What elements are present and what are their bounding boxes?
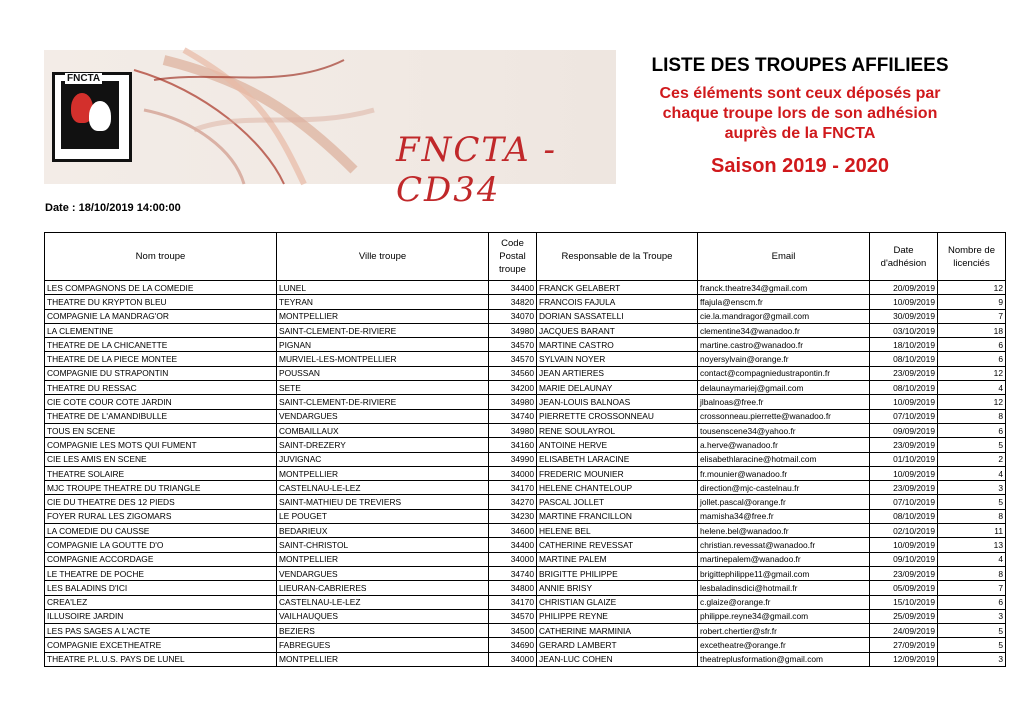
cell-nom-troupe: LES COMPAGNONS DE LA COMEDIE [45,281,277,295]
cell-code-postal: 34570 [489,352,537,366]
cell-nom-troupe: MJC TROUPE THEATRE DU TRIANGLE [45,481,277,495]
cell-date-adhesion: 30/09/2019 [870,309,938,323]
cell-responsable: JEAN-LOUIS BALNOAS [537,395,698,409]
cell-email: contact@compagniedustrapontin.fr [698,366,870,380]
table-row [45,581,1006,595]
cell-date-adhesion: 24/09/2019 [870,624,938,638]
table-row [45,423,1006,437]
cell-nombre-licencies: 4 [938,381,1006,395]
cell-ville-troupe: SAINT-MATHIEU DE TREVIERS [277,495,489,509]
table-row [45,638,1006,652]
cell-responsable: SYLVAIN NOYER [537,352,698,366]
table-row [45,609,1006,623]
cell-responsable: FRANCK GELABERT [537,281,698,295]
cell-code-postal: 34170 [489,595,537,609]
cell-code-postal: 34740 [489,409,537,423]
cell-date-adhesion: 27/09/2019 [870,638,938,652]
cell-responsable: HELENE CHANTELOUP [537,481,698,495]
cell-nom-troupe: THEATRE DE LA CHICANETTE [45,338,277,352]
cell-ville-troupe: VENDARGUES [277,566,489,580]
cell-nombre-licencies: 5 [938,638,1006,652]
cell-email: c.glaize@orange.fr [698,595,870,609]
cell-responsable: CATHERINE REVESSAT [537,538,698,552]
cell-nom-troupe: LA COMEDIE DU CAUSSE [45,524,277,538]
cell-ville-troupe: MURVIEL-LES-MONTPELLIER [277,352,489,366]
cell-nom-troupe: LA CLEMENTINE [45,323,277,337]
cell-nom-troupe: COMPAGNIE LA MANDRAG'OR [45,309,277,323]
cell-nom-troupe: LES PAS SAGES A L'ACTE [45,624,277,638]
cell-responsable: FRANCOIS FAJULA [537,295,698,309]
cell-date-adhesion: 09/09/2019 [870,423,938,437]
table-row [45,466,1006,480]
banner-caption: FNCTA - CD34 [396,130,558,210]
cell-nombre-licencies: 7 [938,581,1006,595]
cell-nom-troupe: LE THEATRE DE POCHE [45,566,277,580]
cell-code-postal: 34230 [489,509,537,523]
cell-date-adhesion: 02/10/2019 [870,524,938,538]
cell-date-adhesion: 01/10/2019 [870,452,938,466]
cell-responsable: CATHERINE MARMINIA [537,624,698,638]
cell-email: philippe.reyne34@gmail.com [698,609,870,623]
cell-nom-troupe: CIE LES AMIS EN SCENE [45,452,277,466]
cell-date-adhesion: 15/10/2019 [870,595,938,609]
cell-responsable: JEAN-LUC COHEN [537,652,698,666]
cell-date-adhesion: 23/09/2019 [870,566,938,580]
cell-email: helene.bel@wanadoo.fr [698,524,870,538]
cell-code-postal: 34690 [489,638,537,652]
cell-date-adhesion: 10/09/2019 [870,466,938,480]
cell-date-adhesion: 10/09/2019 [870,295,938,309]
table-row [45,566,1006,580]
troupes-table [44,232,1006,667]
cell-responsable: ELISABETH LARACINE [537,452,698,466]
cell-responsable: RENE SOULAYROL [537,423,698,437]
cell-ville-troupe: BEDARIEUX [277,524,489,538]
report-date: Date : 18/10/2019 14:00:00 [45,202,181,214]
cell-date-adhesion: 10/09/2019 [870,538,938,552]
cell-ville-troupe: LE POUGET [277,509,489,523]
cell-code-postal: 34980 [489,323,537,337]
table-row [45,338,1006,352]
cell-nombre-licencies: 12 [938,366,1006,380]
cell-nom-troupe: ILLUSOIRE JARDIN [45,609,277,623]
table-row [45,495,1006,509]
cell-email: theatreplusformation@gmail.com [698,652,870,666]
cell-responsable: MARTINE FRANCILLON [537,509,698,523]
cell-responsable: PIERRETTE CROSSONNEAU [537,409,698,423]
cell-code-postal: 34560 [489,366,537,380]
cell-responsable: MARTINE CASTRO [537,338,698,352]
cell-nom-troupe: COMPAGNIE EXCETHEATRE [45,638,277,652]
cell-nombre-licencies: 6 [938,352,1006,366]
cell-code-postal: 34570 [489,338,537,352]
cell-nombre-licencies: 5 [938,495,1006,509]
cell-nom-troupe: THEATRE DU RESSAC [45,381,277,395]
cell-nombre-licencies: 6 [938,595,1006,609]
table-row [45,624,1006,638]
cell-nom-troupe: CIE DU THEATRE DES 12 PIEDS [45,495,277,509]
cell-ville-troupe: VAILHAUQUES [277,609,489,623]
col-header-code-postal: Code Postal troupe [489,233,537,281]
cell-ville-troupe: CASTELNAU-LE-LEZ [277,595,489,609]
cell-nombre-licencies: 6 [938,423,1006,437]
cell-email: christian.revessat@wanadoo.fr [698,538,870,552]
table-row [45,295,1006,309]
cell-nom-troupe: THEATRE P.L.U.S. PAYS DE LUNEL [45,652,277,666]
cell-nom-troupe: COMPAGNIE DU STRAPONTIN [45,366,277,380]
cell-code-postal: 34200 [489,381,537,395]
cell-ville-troupe: JUVIGNAC [277,452,489,466]
cell-nombre-licencies: 5 [938,624,1006,638]
cell-nom-troupe: FOYER RURAL LES ZIGOMARS [45,509,277,523]
col-header-nom: Nom troupe [45,233,277,281]
cell-email: martine.castro@wanadoo.fr [698,338,870,352]
cell-code-postal: 34500 [489,624,537,638]
table-row [45,452,1006,466]
table-row [45,395,1006,409]
cell-email: delaunaymariej@gmail.com [698,381,870,395]
cell-nombre-licencies: 8 [938,566,1006,580]
cell-code-postal: 34070 [489,309,537,323]
cell-nombre-licencies: 18 [938,323,1006,337]
cell-nombre-licencies: 7 [938,309,1006,323]
cell-code-postal: 34980 [489,395,537,409]
cell-nombre-licencies: 8 [938,509,1006,523]
cell-date-adhesion: 03/10/2019 [870,323,938,337]
col-header-responsable: Responsable de la Troupe [537,233,698,281]
cell-responsable: GERARD LAMBERT [537,638,698,652]
table-row [45,352,1006,366]
cell-ville-troupe: SAINT-CLEMENT-DE-RIVIERE [277,323,489,337]
cell-email: jollet.pascal@orange.fr [698,495,870,509]
cell-ville-troupe: LIEURAN-CABRIERES [277,581,489,595]
cell-email: direction@mjc-castelnau.fr [698,481,870,495]
cell-code-postal: 34270 [489,495,537,509]
cell-nombre-licencies: 8 [938,409,1006,423]
cell-responsable: ANTOINE HERVE [537,438,698,452]
cell-ville-troupe: MONTPELLIER [277,466,489,480]
col-header-licencies: Nombre de licenciés [938,233,1006,281]
cell-nom-troupe: THEATRE DE L'AMANDIBULLE [45,409,277,423]
col-header-ville: Ville troupe [277,233,489,281]
cell-nombre-licencies: 12 [938,395,1006,409]
cell-nom-troupe: COMPAGNIE LES MOTS QUI FUMENT [45,438,277,452]
cell-code-postal: 34400 [489,538,537,552]
cell-date-adhesion: 10/09/2019 [870,395,938,409]
cell-code-postal: 34400 [489,281,537,295]
cell-email: martinepalem@wanadoo.fr [698,552,870,566]
cell-code-postal: 34000 [489,552,537,566]
cell-nom-troupe: CIE COTE COUR COTE JARDIN [45,395,277,409]
fncta-logo [52,72,132,162]
cell-responsable: ANNIE BRISY [537,581,698,595]
cell-responsable: BRIGITTE PHILIPPE [537,566,698,580]
cell-code-postal: 34000 [489,466,537,480]
cell-email: franck.theatre34@gmail.com [698,281,870,295]
table-row [45,595,1006,609]
cell-nombre-licencies: 3 [938,609,1006,623]
cell-nom-troupe: THEATRE SOLAIRE [45,466,277,480]
cell-date-adhesion: 07/10/2019 [870,409,938,423]
logo-text: FNCTA [67,73,101,84]
cell-date-adhesion: 20/09/2019 [870,281,938,295]
cell-ville-troupe: CASTELNAU-LE-LEZ [277,481,489,495]
cell-email: lesbaladinsdici@hotmail.fr [698,581,870,595]
page-subtitle: Ces éléments sont ceux déposés par chaque troupe lors de son adhésion auprès de la FNCTA [659,85,941,142]
cell-responsable: JACQUES BARANT [537,323,698,337]
cell-responsable: PHILIPPE REYNE [537,609,698,623]
cell-email: tousenscene34@yahoo.fr [698,423,870,437]
page-title: LISTE DES TROUPES AFFILIEES [651,55,949,76]
table-row [45,381,1006,395]
cell-nombre-licencies: 13 [938,538,1006,552]
table-row [45,552,1006,566]
cell-nom-troupe: CREA'LEZ [45,595,277,609]
cell-responsable: DORIAN SASSATELLI [537,309,698,323]
cell-nombre-licencies: 2 [938,452,1006,466]
cell-ville-troupe: SAINT-CHRISTOL [277,538,489,552]
cell-code-postal: 34990 [489,452,537,466]
cell-ville-troupe: COMBAILLAUX [277,423,489,437]
cell-responsable: CHRISTIAN GLAIZE [537,595,698,609]
table-row [45,509,1006,523]
cell-nombre-licencies: 11 [938,524,1006,538]
cell-date-adhesion: 08/10/2019 [870,381,938,395]
cell-ville-troupe: MONTPELLIER [277,309,489,323]
cell-nombre-licencies: 5 [938,438,1006,452]
cell-email: fr.mounier@wanadoo.fr [698,466,870,480]
table-row [45,366,1006,380]
cell-ville-troupe: PIGNAN [277,338,489,352]
table-row [45,323,1006,337]
cell-date-adhesion: 08/10/2019 [870,509,938,523]
col-header-date: Date d'adhésion [870,233,938,281]
cell-nom-troupe: COMPAGNIE LA GOUTTE D'O [45,538,277,552]
table-row [45,652,1006,666]
cell-responsable: MARIE DELAUNAY [537,381,698,395]
cell-email: clementine34@wanadoo.fr [698,323,870,337]
cell-nombre-licencies: 4 [938,552,1006,566]
cell-email: ffajula@enscm.fr [698,295,870,309]
cell-ville-troupe: FABREGUES [277,638,489,652]
table-row [45,309,1006,323]
cell-nombre-licencies: 4 [938,466,1006,480]
cell-responsable: PASCAL JOLLET [537,495,698,509]
table-row [45,524,1006,538]
cell-date-adhesion: 08/10/2019 [870,352,938,366]
cell-email: robert.chertier@sfr.fr [698,624,870,638]
cell-date-adhesion: 23/09/2019 [870,438,938,452]
cell-nom-troupe: LES BALADINS D'ICI [45,581,277,595]
cell-date-adhesion: 25/09/2019 [870,609,938,623]
cell-date-adhesion: 23/09/2019 [870,481,938,495]
cell-email: excetheatre@orange.fr [698,638,870,652]
cell-email: a.herve@wanadoo.fr [698,438,870,452]
cell-responsable: MARTINE PALEM [537,552,698,566]
table-row [45,409,1006,423]
cell-nombre-licencies: 3 [938,652,1006,666]
page-header [640,54,960,178]
cell-responsable: HELENE BEL [537,524,698,538]
cell-ville-troupe: BEZIERS [277,624,489,638]
cell-responsable: FREDERIC MOUNIER [537,466,698,480]
table-row [45,281,1006,295]
cell-code-postal: 34170 [489,481,537,495]
cell-email: jlbalnoas@free.fr [698,395,870,409]
cell-nombre-licencies: 3 [938,481,1006,495]
table-row [45,438,1006,452]
cell-email: crossonneau.pierrette@wanadoo.fr [698,409,870,423]
cell-ville-troupe: LUNEL [277,281,489,295]
cell-code-postal: 34600 [489,524,537,538]
cell-ville-troupe: VENDARGUES [277,409,489,423]
cell-ville-troupe: SETE [277,381,489,395]
cell-responsable: JEAN ARTIERES [537,366,698,380]
cell-ville-troupe: SAINT-CLEMENT-DE-RIVIERE [277,395,489,409]
cell-ville-troupe: MONTPELLIER [277,552,489,566]
cell-ville-troupe: POUSSAN [277,366,489,380]
cell-ville-troupe: MONTPELLIER [277,652,489,666]
cell-nom-troupe: THEATRE DU KRYPTON BLEU [45,295,277,309]
cell-email: brigittephilippe11@gmail.com [698,566,870,580]
cell-code-postal: 34740 [489,566,537,580]
cell-code-postal: 34000 [489,652,537,666]
cell-nombre-licencies: 12 [938,281,1006,295]
cell-code-postal: 34800 [489,581,537,595]
cell-ville-troupe: SAINT-DREZERY [277,438,489,452]
cell-ville-troupe: TEYRAN [277,295,489,309]
cell-nom-troupe: COMPAGNIE ACCORDAGE [45,552,277,566]
cell-date-adhesion: 23/09/2019 [870,366,938,380]
cell-date-adhesion: 05/09/2019 [870,581,938,595]
cell-date-adhesion: 07/10/2019 [870,495,938,509]
table-row [45,538,1006,552]
cell-email: elisabethlaracine@hotmail.com [698,452,870,466]
col-header-email: Email [698,233,870,281]
cell-email: cie.la.mandragor@gmail.com [698,309,870,323]
cell-date-adhesion: 12/09/2019 [870,652,938,666]
cell-nom-troupe: TOUS EN SCENE [45,423,277,437]
cell-date-adhesion: 18/10/2019 [870,338,938,352]
cell-email: mamisha34@free.fr [698,509,870,523]
cell-code-postal: 34980 [489,423,537,437]
cell-nombre-licencies: 6 [938,338,1006,352]
cell-code-postal: 34570 [489,609,537,623]
cell-email: noyersylvain@orange.fr [698,352,870,366]
cell-nombre-licencies: 9 [938,295,1006,309]
table-header-row [45,233,1006,281]
season-label: Saison 2019 - 2020 [711,155,889,177]
cell-code-postal: 34160 [489,438,537,452]
cell-nom-troupe: THEATRE DE LA PIECE MONTEE [45,352,277,366]
cell-code-postal: 34820 [489,295,537,309]
cell-date-adhesion: 09/10/2019 [870,552,938,566]
table-row [45,481,1006,495]
